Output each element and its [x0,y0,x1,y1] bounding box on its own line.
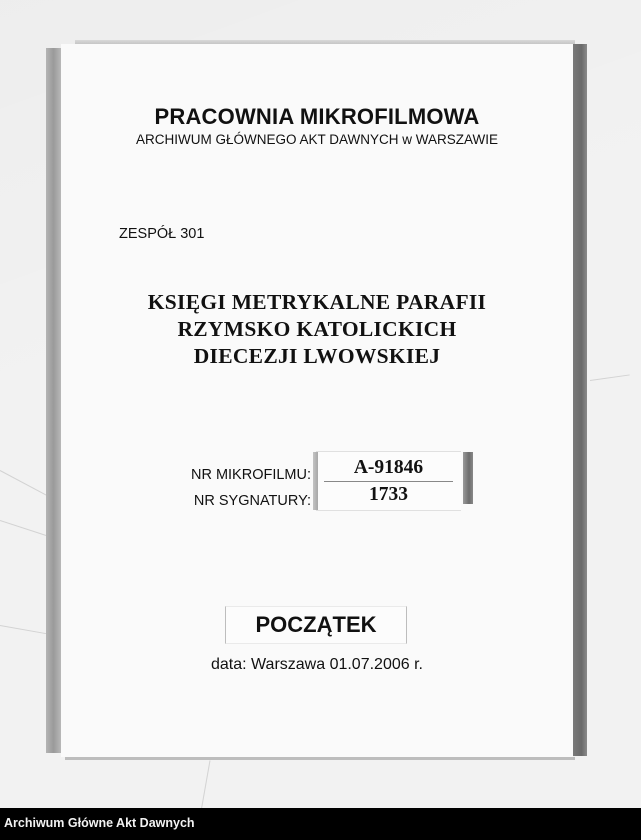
nr-mikrofilmu-value: A-91846 [353,457,424,478]
title-card [61,44,573,757]
header-title: PRACOWNIA MIKROFILMOWA [154,104,480,129]
page-shadow-right [573,44,587,756]
header-subtitle: ARCHIWUM GŁÓWNEGO AKT DAWNYCH w WARSZAWIE [135,132,498,147]
book-title [61,289,573,370]
start-marker-text: POCZĄTEK [255,612,377,637]
nr-sygnatury-value: 1733 [369,484,408,505]
book-title-line: DIECEZJI LWOWSKIEJ [193,344,441,368]
microfilm-labels [61,462,311,514]
background-scratch [0,520,52,538]
archive-caption: Archiwum Główne Akt Dawnych [4,816,195,830]
date-line: data: Warszawa 01.07.2006 r. [211,656,423,673]
background-scratch [590,374,630,381]
background-scratch [201,760,211,808]
caption-bar [0,808,641,840]
page-shadow-left [46,48,61,753]
nr-mikrofilmu-label: NR MIKROFILMU: [190,467,311,483]
book-title-line: KSIĘGI METRYKALNE PARAFII [147,290,487,314]
page-shadow-bottom [65,757,575,760]
zespol-number: ZESPÓŁ 301 [119,226,205,242]
nr-sygnatury-label: NR SYGNATURY: [193,493,311,509]
background-scratch [0,625,49,635]
label-box-divider [324,481,453,482]
microfilm-label-box [316,451,461,511]
label-box-edge-right [463,452,473,504]
start-marker-label [225,606,407,644]
book-title-line: RZYMSKO KATOLICKICH [177,317,457,341]
